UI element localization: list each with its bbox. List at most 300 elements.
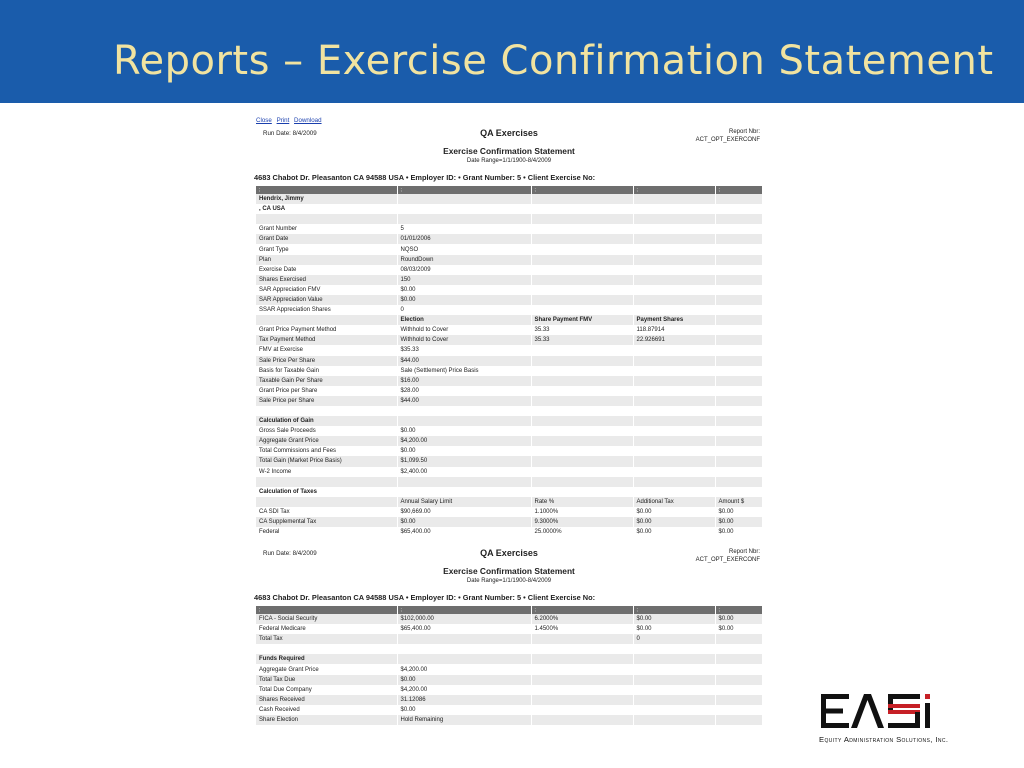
table-cell: $0.00 <box>715 614 762 624</box>
table-cell <box>397 194 531 204</box>
table-cell <box>633 487 715 497</box>
table-cell: Tax Payment Method <box>256 335 397 345</box>
table-cell <box>715 426 762 436</box>
table-cell: SAR Appreciation Value <box>256 295 397 305</box>
table-cell: 1.1000% <box>531 507 633 517</box>
table-cell <box>715 325 762 335</box>
table-cell <box>531 356 633 366</box>
table-cell: $28.00 <box>397 386 531 396</box>
close-link[interactable]: Close <box>256 117 272 124</box>
table-cell <box>397 487 531 497</box>
table-cell: NQSO <box>397 244 531 254</box>
column-header-row <box>256 186 762 194</box>
table-cell: $0.00 <box>633 517 715 527</box>
table-cell <box>633 715 715 725</box>
table-cell <box>531 685 633 695</box>
table-cell: $4,200.00 <box>397 436 531 446</box>
table-cell <box>633 275 715 285</box>
column-header-cell: ; <box>531 186 633 194</box>
table-cell <box>531 295 633 305</box>
table-cell <box>397 406 531 416</box>
table-cell: Share Election <box>256 715 397 725</box>
table-cell: Plan <box>256 255 397 265</box>
table-row <box>256 644 762 654</box>
table-cell <box>715 436 762 446</box>
table-row <box>256 517 762 527</box>
table-cell <box>633 685 715 695</box>
table-cell <box>633 406 715 416</box>
table-cell: 0 <box>397 305 531 315</box>
column-header-cell: ; <box>397 186 531 194</box>
table-cell <box>715 234 762 244</box>
table-cell <box>633 305 715 315</box>
table-cell <box>633 467 715 477</box>
table-row <box>256 315 762 325</box>
table-cell: Calculation of Gain <box>256 416 397 426</box>
table-cell <box>531 396 633 406</box>
table-cell: FICA - Social Security <box>256 614 397 624</box>
table-row <box>256 527 762 537</box>
table-cell: Aggregate Grant Price <box>256 436 397 446</box>
table-cell <box>715 255 762 265</box>
table-row <box>256 654 762 664</box>
table-cell: SSAR Appreciation Shares <box>256 305 397 315</box>
table-cell: Grant Price Payment Method <box>256 325 397 335</box>
statement-title: Exercise Confirmation Statement <box>443 146 575 156</box>
report-number-value: ACT_OPT_EXERCONF <box>695 136 760 143</box>
table-row <box>256 255 762 265</box>
table-cell <box>531 634 633 644</box>
table-cell <box>715 416 762 426</box>
table-cell: Total Due Company <box>256 685 397 695</box>
table-cell <box>531 654 633 664</box>
table-cell <box>633 244 715 254</box>
table-cell: Federal Medicare <box>256 624 397 634</box>
table-cell: Hold Remaining <box>397 715 531 725</box>
table-cell: Funds Required <box>256 654 397 664</box>
table-cell: 6.2000% <box>531 614 633 624</box>
table-cell: 25.0000% <box>531 527 633 537</box>
table-cell: $0.00 <box>633 527 715 537</box>
table-cell <box>633 376 715 386</box>
table-cell <box>715 715 762 725</box>
table-cell <box>633 265 715 275</box>
table-cell <box>715 654 762 664</box>
statement-title: Exercise Confirmation Statement <box>443 566 575 576</box>
table-row <box>256 406 762 416</box>
table-cell <box>633 396 715 406</box>
table-row <box>256 275 762 285</box>
column-header-cell: ; <box>633 186 715 194</box>
table-cell: 0 <box>633 634 715 644</box>
table-cell: $65,400.00 <box>397 527 531 537</box>
table-cell <box>633 285 715 295</box>
table-row <box>256 446 762 456</box>
table-cell <box>397 654 531 664</box>
table-cell <box>531 715 633 725</box>
table-row <box>256 335 762 345</box>
table-cell <box>531 234 633 244</box>
table-cell: Shares Exercised <box>256 275 397 285</box>
table-cell: Grant Date <box>256 234 397 244</box>
table-cell: $0.00 <box>715 507 762 517</box>
table-cell <box>531 376 633 386</box>
table-cell: $0.00 <box>397 285 531 295</box>
table-row <box>256 477 762 487</box>
table-cell <box>531 204 633 214</box>
column-header-cell: ; <box>256 186 397 194</box>
table-cell: Annual Salary Limit <box>397 497 531 507</box>
table-cell <box>633 436 715 446</box>
table-row <box>256 715 762 725</box>
table-cell <box>633 366 715 376</box>
table-row <box>256 624 762 634</box>
table-cell <box>715 244 762 254</box>
table-cell <box>715 315 762 325</box>
table-cell: Grant Price per Share <box>256 386 397 396</box>
table-cell: Total Commissions and Fees <box>256 446 397 456</box>
column-header-cell: ; <box>256 606 397 614</box>
table-cell: Total Tax <box>256 634 397 644</box>
table-cell <box>715 335 762 345</box>
report-table-2 <box>256 606 763 725</box>
column-header-cell: ; <box>715 606 762 614</box>
table-cell <box>531 366 633 376</box>
table-row <box>256 705 762 715</box>
table-cell: $1,099.50 <box>397 456 531 466</box>
table-cell <box>633 345 715 355</box>
table-cell <box>531 675 633 685</box>
table-cell <box>715 214 762 224</box>
table-cell: Additional Tax <box>633 497 715 507</box>
table-cell <box>715 695 762 705</box>
table-cell <box>715 376 762 386</box>
table-row <box>256 305 762 315</box>
table-cell <box>531 477 633 487</box>
table-cell: CA SDI Tax <box>256 507 397 517</box>
table-cell <box>531 406 633 416</box>
table-cell: $44.00 <box>397 356 531 366</box>
table-cell <box>397 416 531 426</box>
date-range: Date Range=1/1/1900-8/4/2009 <box>466 158 552 164</box>
table-cell: 01/01/2006 <box>397 234 531 244</box>
table-row <box>256 664 762 674</box>
table-cell: Gross Sale Proceeds <box>256 426 397 436</box>
table-cell <box>531 386 633 396</box>
table-cell: $0.00 <box>397 426 531 436</box>
table-cell <box>633 204 715 214</box>
table-cell: Rate % <box>531 497 633 507</box>
table-cell <box>715 305 762 315</box>
report-number <box>696 129 760 144</box>
table-cell: $0.00 <box>633 624 715 634</box>
table-cell: $90,669.00 <box>397 507 531 517</box>
table-row <box>256 497 762 507</box>
table-cell <box>633 214 715 224</box>
table-cell <box>531 436 633 446</box>
table-cell: Hendrix, Jimmy <box>256 194 397 204</box>
table-cell: Total Tax Due <box>256 675 397 685</box>
table-cell <box>715 285 762 295</box>
table-cell <box>715 664 762 674</box>
run-date: Run Date: 8/4/2009 <box>263 130 317 137</box>
table-cell <box>531 285 633 295</box>
table-cell <box>633 705 715 715</box>
table-row <box>256 285 762 295</box>
table-row <box>256 436 762 446</box>
table-cell: $0.00 <box>715 517 762 527</box>
table-row <box>256 265 762 275</box>
table-cell <box>715 675 762 685</box>
table-row <box>256 376 762 386</box>
table-cell: SAR Appreciation FMV <box>256 285 397 295</box>
table-cell: 22.926691 <box>633 335 715 345</box>
slide-title: Reports – Exercise Confirmation Statement <box>113 38 994 84</box>
run-date: Run Date: 8/4/2009 <box>263 550 317 557</box>
report-number-label: Report Nbr: <box>728 129 760 135</box>
table-cell: 1.4500% <box>531 624 633 634</box>
table-cell: Grant Number <box>256 224 397 234</box>
table-cell <box>633 675 715 685</box>
column-header-cell: ; <box>531 606 633 614</box>
table-cell <box>633 255 715 265</box>
table-cell <box>531 695 633 705</box>
table-cell: 150 <box>397 275 531 285</box>
table-cell <box>715 356 762 366</box>
title-banner <box>0 0 1024 103</box>
table-cell <box>633 224 715 234</box>
table-cell <box>531 426 633 436</box>
table-cell: FMV at Exercise <box>256 345 397 355</box>
table-row <box>256 456 762 466</box>
table-cell: $4,200.00 <box>397 664 531 674</box>
table-cell <box>633 234 715 244</box>
company-name: QA Exercises <box>480 128 538 138</box>
table-cell: Withhold to Cover <box>397 325 531 335</box>
table-row <box>256 356 762 366</box>
table-row <box>256 325 762 335</box>
table-cell <box>633 654 715 664</box>
table-cell: 35.33 <box>531 325 633 335</box>
table-cell <box>397 644 531 654</box>
table-cell: Aggregate Grant Price <box>256 664 397 674</box>
easi-logo-wordmark: EASi <box>898 730 901 731</box>
table-row <box>256 416 762 426</box>
table-cell <box>531 644 633 654</box>
table-cell: $0.00 <box>397 295 531 305</box>
table-cell: 08/03/2009 <box>397 265 531 275</box>
table-cell: , CA USA <box>256 204 397 214</box>
table-cell <box>531 345 633 355</box>
table-cell: Calculation of Taxes <box>256 487 397 497</box>
table-cell: CA Supplemental Tax <box>256 517 397 527</box>
table-cell <box>531 224 633 234</box>
table-cell: 118.87914 <box>633 325 715 335</box>
table-cell <box>715 477 762 487</box>
print-link[interactable]: Print <box>276 117 290 124</box>
table-cell <box>715 194 762 204</box>
table-cell: Exercise Date <box>256 265 397 275</box>
table-cell <box>633 416 715 426</box>
table-cell: Election <box>397 315 531 325</box>
table-cell <box>531 487 633 497</box>
table-cell <box>633 477 715 487</box>
table-cell <box>633 356 715 366</box>
table-cell <box>531 214 633 224</box>
report-number-value: ACT_OPT_EXERCONF <box>695 556 760 563</box>
report-number <box>696 549 760 564</box>
table-cell: $44.00 <box>397 396 531 406</box>
table-row <box>256 487 762 497</box>
table-cell <box>531 305 633 315</box>
table-cell <box>715 396 762 406</box>
table-cell: 35.33 <box>531 335 633 345</box>
column-header-cell: ; <box>633 606 715 614</box>
table-row <box>256 244 762 254</box>
table-row <box>256 614 762 624</box>
table-cell <box>715 634 762 644</box>
table-cell <box>633 664 715 674</box>
address-line: 4683 Chabot Dr. Pleasanton CA 94588 USA • Employer ID: • Grant Number: 5 • Client Exercise No: <box>254 173 596 182</box>
table-cell: $4,200.00 <box>397 685 531 695</box>
table-cell <box>633 386 715 396</box>
table-cell: Basis for Taxable Gain <box>256 366 397 376</box>
table-cell <box>531 467 633 477</box>
table-row <box>256 695 762 705</box>
table-row <box>256 345 762 355</box>
table-cell <box>256 497 397 507</box>
table-cell: $0.00 <box>633 614 715 624</box>
table-cell <box>715 467 762 477</box>
table-row <box>256 386 762 396</box>
table-cell <box>397 477 531 487</box>
table-cell <box>633 194 715 204</box>
table-cell: $0.00 <box>397 517 531 527</box>
table-cell: $0.00 <box>397 446 531 456</box>
table-cell <box>397 214 531 224</box>
date-range: Date Range=1/1/1900-8/4/2009 <box>466 578 552 584</box>
table-cell: $2,400.00 <box>397 467 531 477</box>
table-cell <box>633 426 715 436</box>
table-cell <box>715 487 762 497</box>
table-cell: RoundDown <box>397 255 531 265</box>
table-cell: Amount $ <box>715 497 762 507</box>
table-cell <box>531 416 633 426</box>
address-line: 4683 Chabot Dr. Pleasanton CA 94588 USA • Employer ID: • Grant Number: 5 • Client Exercise No: <box>254 593 596 602</box>
company-name: QA Exercises <box>480 548 538 558</box>
table-row <box>256 426 762 436</box>
table-cell <box>715 265 762 275</box>
table-row <box>256 634 762 644</box>
table-cell <box>715 366 762 376</box>
table-row <box>256 295 762 305</box>
table-cell: 31.12086 <box>397 695 531 705</box>
table-cell <box>397 204 531 214</box>
table-row <box>256 507 762 517</box>
table-cell: Cash Received <box>256 705 397 715</box>
table-cell <box>633 644 715 654</box>
download-link[interactable]: Download <box>294 117 322 124</box>
column-header-cell: ; <box>397 606 531 614</box>
table-cell <box>715 275 762 285</box>
report-table-1 <box>256 186 763 537</box>
report-header-1 <box>256 130 762 180</box>
table-row <box>256 214 762 224</box>
table-cell: Total Gain (Market Price Basis) <box>256 456 397 466</box>
table-cell <box>256 315 397 325</box>
table-cell: 5 <box>397 224 531 234</box>
table-row <box>256 685 762 695</box>
table-cell <box>531 255 633 265</box>
table-cell: Taxable Gain Per Share <box>256 376 397 386</box>
report-number-label: Report Nbr: <box>728 549 760 555</box>
table-cell: Payment Shares <box>633 315 715 325</box>
table-cell: Sale Price per Share <box>256 396 397 406</box>
table-cell <box>715 705 762 715</box>
table-row <box>256 204 762 214</box>
table-cell: $35.33 <box>397 345 531 355</box>
table-row <box>256 396 762 406</box>
table-cell <box>633 295 715 305</box>
table-row <box>256 675 762 685</box>
table-cell <box>531 705 633 715</box>
report-links <box>256 117 325 124</box>
table-cell: $16.00 <box>397 376 531 386</box>
table-cell: $102,000.00 <box>397 614 531 624</box>
table-cell <box>715 204 762 214</box>
table-cell <box>531 664 633 674</box>
column-header-row <box>256 606 762 614</box>
table-cell: $0.00 <box>397 675 531 685</box>
table-cell <box>256 644 397 654</box>
table-cell <box>397 634 531 644</box>
company-tagline: Equity Administration Solutions, Inc. <box>819 735 949 744</box>
table-cell: Sale (Settlement) Price Basis <box>397 366 531 376</box>
table-cell <box>715 406 762 416</box>
table-cell <box>531 194 633 204</box>
table-cell: W-2 Income <box>256 467 397 477</box>
table-cell: Share Payment FMV <box>531 315 633 325</box>
table-cell <box>633 446 715 456</box>
table-row <box>256 234 762 244</box>
table-cell <box>633 695 715 705</box>
report-header-2 <box>256 550 762 600</box>
table-cell <box>256 214 397 224</box>
table-cell <box>715 345 762 355</box>
table-row <box>256 366 762 376</box>
table-cell <box>715 386 762 396</box>
table-cell: Federal <box>256 527 397 537</box>
table-cell <box>531 456 633 466</box>
table-row <box>256 467 762 477</box>
table-cell <box>531 265 633 275</box>
table-cell <box>715 456 762 466</box>
table-cell: 9.3000% <box>531 517 633 527</box>
table-cell <box>531 275 633 285</box>
table-cell <box>531 244 633 254</box>
table-cell: $0.00 <box>397 705 531 715</box>
table-cell <box>715 446 762 456</box>
table-cell: Grant Type <box>256 244 397 254</box>
table-cell <box>531 446 633 456</box>
table-cell <box>256 477 397 487</box>
table-cell <box>715 295 762 305</box>
table-row <box>256 194 762 204</box>
table-cell: Sale Price Per Share <box>256 356 397 366</box>
table-cell: $0.00 <box>715 624 762 634</box>
table-cell: $0.00 <box>715 527 762 537</box>
table-cell <box>715 685 762 695</box>
